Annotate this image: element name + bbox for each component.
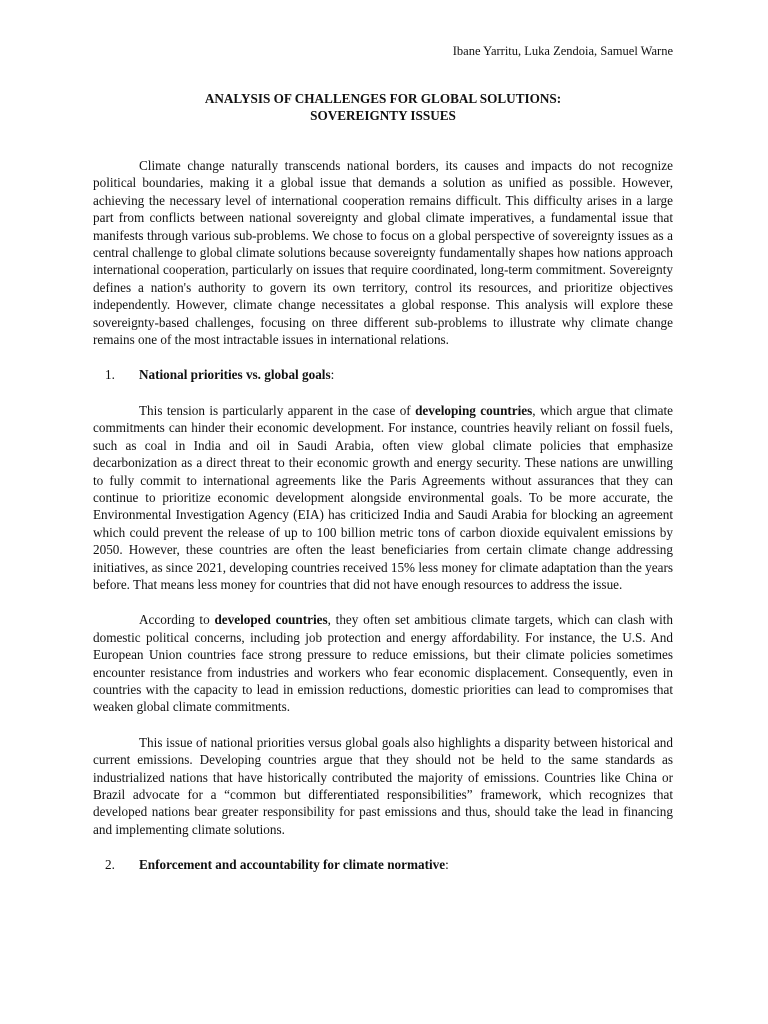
section-title-1: National priorities vs. global goals xyxy=(139,367,331,383)
paragraph-historical-emissions: This issue of national priorities versus global goals also highlights a disparity between historical and current emissions. Developing countries argue that they should not be held to the same standards as industrialized nations that have historically contributed the majority of emissions. Countries like China or Brazil advocate for a “common but differentiated responsibilities” framework, which recognizes that developed nations bear greater responsibility for past emissions and thus, should take the lead in financing and implementing climate solutions. xyxy=(93,734,673,837)
paragraph-developed-countries: According to developed countries, they often set ambitious climate targets, which can clash with domestic political concerns, including job protection and energy affordability. For instance, the U.S. And European Union countries face strong pressure to reduce emissions, but their climate policies sometimes encounter resistance from industries and workers who fear economic displacement. Consequently, even in countries with the capacity to lead in emission reductions, domestic priorities can lead to compromises that weaken global climate commitments. xyxy=(93,612,674,715)
bold-term-developing: developing countries xyxy=(415,402,533,418)
document-title xyxy=(93,90,673,124)
section-title-2: Enforcement and accountability for climate normative xyxy=(139,857,446,873)
paragraph-developing-countries: This tension is particularly apparent in the case of developing countries, which argue that climate commitments can hinder their economic development. For instance, countries heavily reliant on fossil fuels, such as coal in India and oil in Saudi Arabia, often view global climate policies that emphasize decarbonization as a direct threat to their economic growth and energy security. These nations are unwilling to fully commit to international agreements like the Paris Agreements without assurances that they can continue to prioritize economic development alongside environmental goals. To be more accurate, the Environmental Investigation Agency (EIA) has criticized India and Saudi Arabia for blocking an agreement which could prevent the release of up to 100 billion metric tons of carbon dioxide equivalent emissions by 2050. However, these countries are often the least beneficiaries from certain climate change addressing initiatives, as since 2021, developing countries received 15% less money for climate adaptation than the years before. That means less money for countries that did not have enough resources to address the issue. xyxy=(93,402,674,592)
title-line-1: ANALYSIS OF CHALLENGES FOR GLOBAL SOLUTIONS: xyxy=(204,91,562,106)
intro-paragraph: Climate change naturally transcends national borders, its causes and impacts do not recognize political boundaries, making it a global issue that demands a solution as unified as possible. However, achieving the necessary level of international cooperation remains difficult. This difficulty arises in a large part from conflicts between national sovereignty and global climate imperatives, a fundamental issue that manifests through various sub-problems. We chose to focus on a global perspective of sovereignty issues as a central challenge to global climate solutions because sovereignty fundamentally shapes how nations approach international cooperation, particularly on issues that require coordinated, long-term commitment. Sovereignty defines a nation's authority to govern its own territory, control its resources, and prioritize objectives independently. However, climate change necessitates a global response. This analysis will explore these sovereignty-based challenges, focusing on three different sub-problems to illustrate why climate change remains one of the most intractable issues in international relations. xyxy=(93,158,673,348)
section-number-2: 2. xyxy=(105,857,115,873)
section-number-1: 1. xyxy=(105,367,115,383)
author-line: Ibane Yarritu, Luka Zendoia, Samuel Warne xyxy=(452,44,673,58)
bold-term-developed: developed countries xyxy=(214,612,328,628)
section-heading-1: 1. National priorities vs. global goals: xyxy=(105,367,335,383)
section-heading-2: 2. Enforcement and accountability for climate normative: xyxy=(105,857,449,873)
title-line-2: SOVEREIGNTY ISSUES xyxy=(310,108,456,123)
document-body xyxy=(93,157,673,874)
